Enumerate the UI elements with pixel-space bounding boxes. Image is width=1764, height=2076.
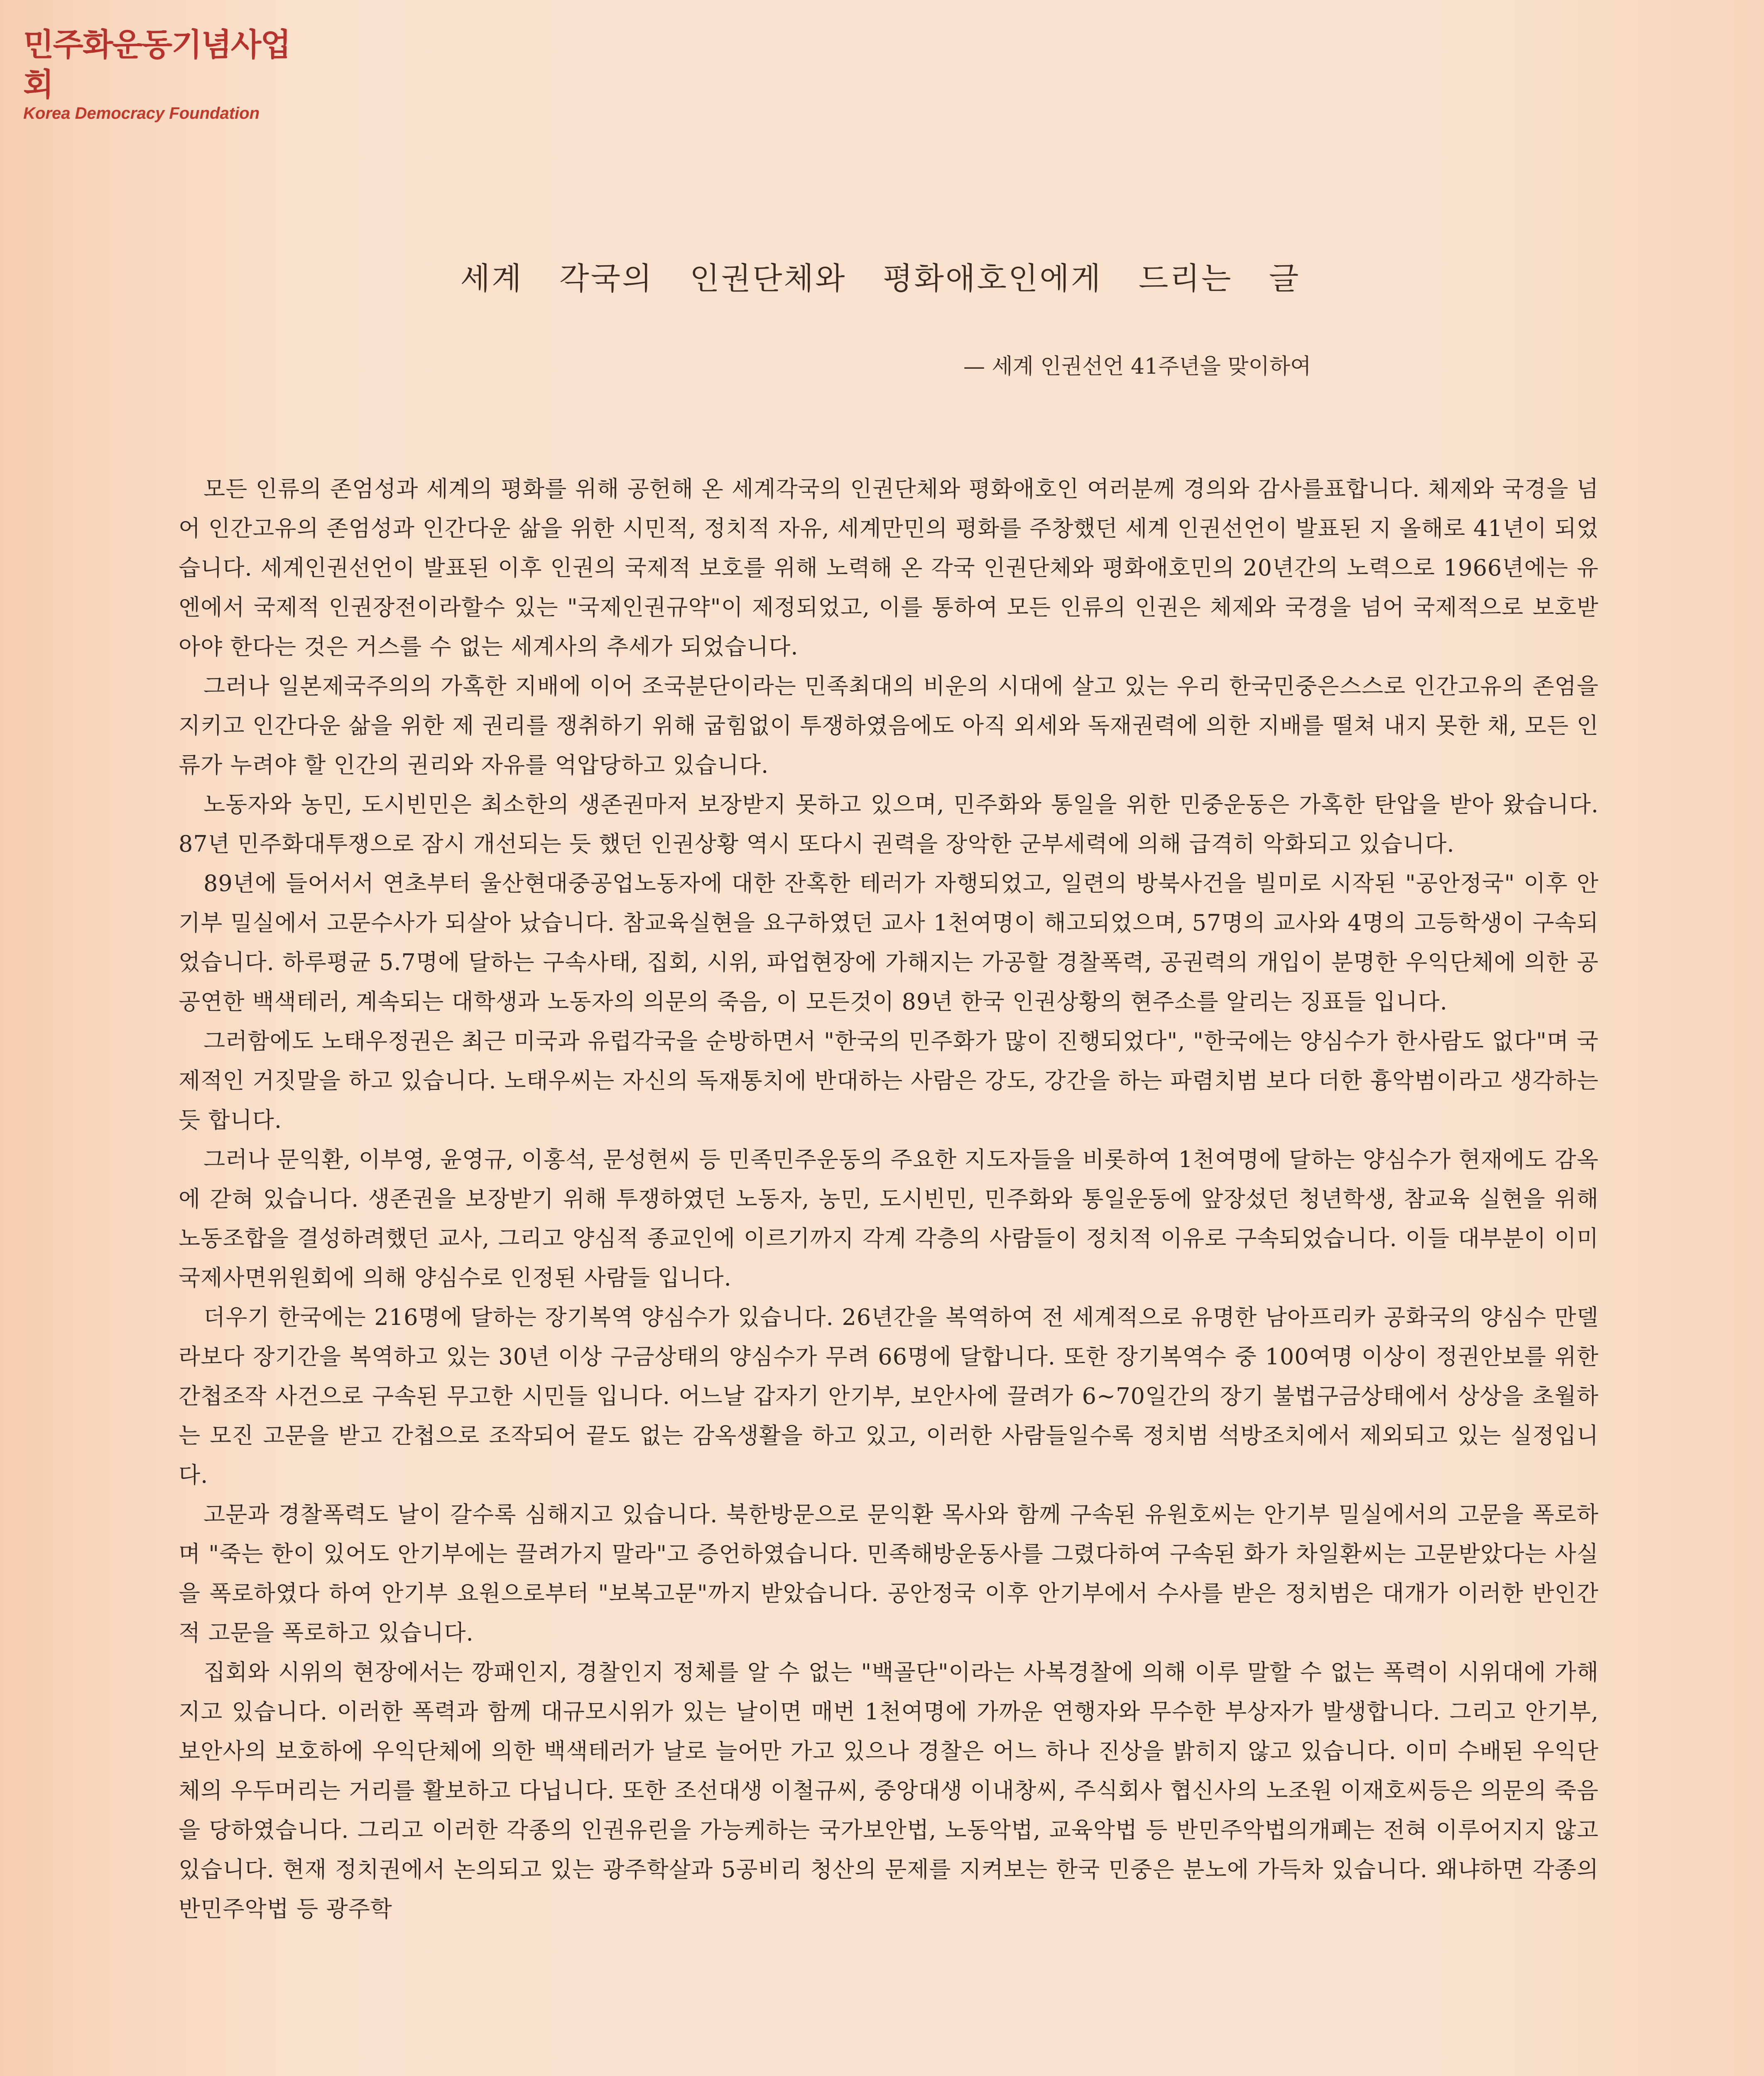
- paragraph: 더우기 한국에는 216명에 달하는 장기복역 양심수가 있습니다. 26년간을 복역하여 전 세계적으로 유명한 남아프리카 공화국의 양심수 만델라보다 장기간을 복역하고 있는 30년 이상 구금상태의 양심수가 무려 66명에 달합니다. 또한 장기복역수 중 100여명 이상이 정권안보를 위한 간첩조작 사건으로 구속된 무고한 시민들 입니다. 어느날 갑자기 안기부, 보안사에 끌려가 6~70일간의 장기 불법구금상태에서 상상을 초월하는 모진 고문을 받고 간첩으로 조작되어 끝도 없는 감옥생활을 하고 있고, 이러한 사람들일수록 정치범 석방조치에서 제외되고 있는 실정입니다.: [179, 1304, 1599, 1488]
- paragraph: 모든 인류의 존엄성과 세계의 평화를 위해 공헌해 온 세계각국의 인권단체와 평화애호인 여러분께 경의와 감사를표합니다. 체제와 국경을 넘어 인간고유의 존엄성과 인간다운 삶을 위한 시민적, 정치적 자유, 세계만민의 평화를 주창했던 세계 인권선언이 발표된 지 올해로 41년이 되었습니다. 세계인권선언이 발표된 이후 인권의 국제적 보호를 위해 노력해 온 각국 인권단체와 평화애호민의 20년간의 노력으로 1966년에는 유엔에서 국제적 인권장전이라할수 있는 "국제인권규약"이 제정되었고, 이를 통하여 모든 인류의 인권은 체제와 국경을 넘어 국제적으로 보호받아야 한다는 것은 거스를 수 없는 세계사의 추세가 되었습니다.: [179, 476, 1599, 660]
- document-body: [179, 469, 1599, 1929]
- paragraph: 그러나 일본제국주의의 가혹한 지배에 이어 조국분단이라는 민족최대의 비운의 시대에 살고 있는 우리 한국민중은스스로 인간고유의 존엄을 지키고 인간다운 삶을 위한 제 권리를 쟁취하기 위해 굽힘없이 투쟁하였음에도 아직 외세와 독재권력에 의한 지배를 떨쳐 내지 못한 채, 모든 인류가 누려야 할 인간의 권리와 자유를 억압당하고 있습니다.: [179, 673, 1599, 778]
- document-title: 세계 각국의 인권단체와 평화애호인에게 드리는 글: [460, 261, 1301, 296]
- paragraph: 집회와 시위의 현장에서는 깡패인지, 경찰인지 정체를 알 수 없는 "백골단"이라는 사복경찰에 의해 이루 말할 수 없는 폭력이 시위대에 가해지고 있습니다. 이러한 폭력과 함께 대규모시위가 있는 날이면 매번 1천여명에 가까운 연행자와 무수한 부상자가 발생합니다. 그리고 안기부, 보안사의 보호하에 우익단체에 의한 백색테러가 날로 늘어만 가고 있으나 경찰은 어느 하나 진상을 밝히지 않고 있습니다. 이미 수배된 우익단체의 우두머리는 거리를 활보하고 다닙니다. 또한 조선대생 이철규씨, 중앙대생 이내창씨, 주식회사 협신사의 노조원 이재호씨등은 의문의 죽음을 당하였습니다. 그리고 이러한 각종의 인권유린을 가능케하는 국가보안법, 노동악법, 교육악법 등 반민주악법의개폐는 전혀 이루어지지 않고 있습니다. 현재 정치권에서 논의되고 있는 광주학살과 5공비리 청산의 문제를 지켜보는 한국 민중은 분노에 가득차 있습니다. 왜냐하면 각종의 반민주악법 등 광주학: [179, 1659, 1599, 1922]
- paragraph: 고문과 경찰폭력도 날이 갈수록 심해지고 있습니다. 북한방문으로 문익환 목사와 함께 구속된 유원호씨는 안기부 밀실에서의 고문을 폭로하며 "죽는 한이 있어도 안기부에는 끌려가지 말라"고 증언하였습니다. 민족해방운동사를 그렸다하여 구속된 화가 차일환씨는 고문받았다는 사실을 폭로하였다 하여 안기부 요원으로부터 "보복고문"까지 받았습니다. 공안정국 이후 안기부에서 수사를 받은 정치범은 대개가 이러한 반인간적 고문을 폭로하고 있습니다.: [179, 1501, 1599, 1646]
- document-subtitle: — 세계 인권선언 41주년을 맞이하여: [963, 354, 1311, 379]
- paragraph: 그러나 문익환, 이부영, 윤영규, 이홍석, 문성현씨 등 민족민주운동의 주요한 지도자들을 비롯하여 1천여명에 달하는 양심수가 현재에도 감옥에 갇혀 있습니다. 생존권을 보장받기 위해 투쟁하였던 노동자, 농민, 도시빈민, 민주화와 통일운동에 앞장섰던 청년학생, 참교육 실현을 위해 노동조합을 결성하려했던 교사, 그리고 양심적 종교인에 이르기까지 각계 각층의 사람들이 정치적 이유로 구속되었습니다. 이들 대부분이 이미 국제사면위원회에 의해 양심수로 인정된 사람들 입니다.: [179, 1146, 1599, 1291]
- foundation-watermark: [23, 25, 314, 124]
- foundation-name-korean: 민주화운동기념사업회: [23, 26, 290, 103]
- paragraph: 89년에 들어서서 연초부터 울산현대중공업노동자에 대한 잔혹한 테러가 자행되었고, 일련의 방북사건을 빌미로 시작된 "공안정국" 이후 안기부 밀실에서 고문수사가 되살아 났습니다. 참교육실현을 요구하였던 교사 1천여명이 해고되었으며, 57명의 교사와 4명의 고등학생이 구속되었습니다. 하루평균 5.7명에 달하는 구속사태, 집회, 시위, 파업현장에 가해지는 가공할 경찰폭력, 공권력의 개입이 분명한 우익단체에 의한 공공연한 백색테러, 계속되는 대학생과 노동자의 의문의 죽음, 이 모든것이 89년 한국 인권상황의 현주소를 알리는 징표들 입니다.: [179, 870, 1599, 1015]
- paragraph: 그러함에도 노태우정권은 최근 미국과 유럽각국을 순방하면서 "한국의 민주화가 많이 진행되었다", "한국에는 양심수가 한사람도 없다"며 국제적인 거짓말을 하고 있습니다. 노태우씨는 자신의 독재통치에 반대하는 사람은 강도, 강간을 하는 파렴치범 보다 더한 흉악범이라고 생각하는 듯 합니다.: [179, 1028, 1599, 1133]
- foundation-name-english: Korea Democracy Foundation: [23, 104, 260, 122]
- paragraph: 노동자와 농민, 도시빈민은 최소한의 생존권마저 보장받지 못하고 있으며, 민주화와 통일을 위한 민중운동은 가혹한 탄압을 받아 왔습니다. 87년 민주화대투쟁으로 잠시 개선되는 듯 했던 인권상황 역시 또다시 권력을 장악한 군부세력에 의해 급격히 악화되고 있습니다.: [179, 791, 1599, 857]
